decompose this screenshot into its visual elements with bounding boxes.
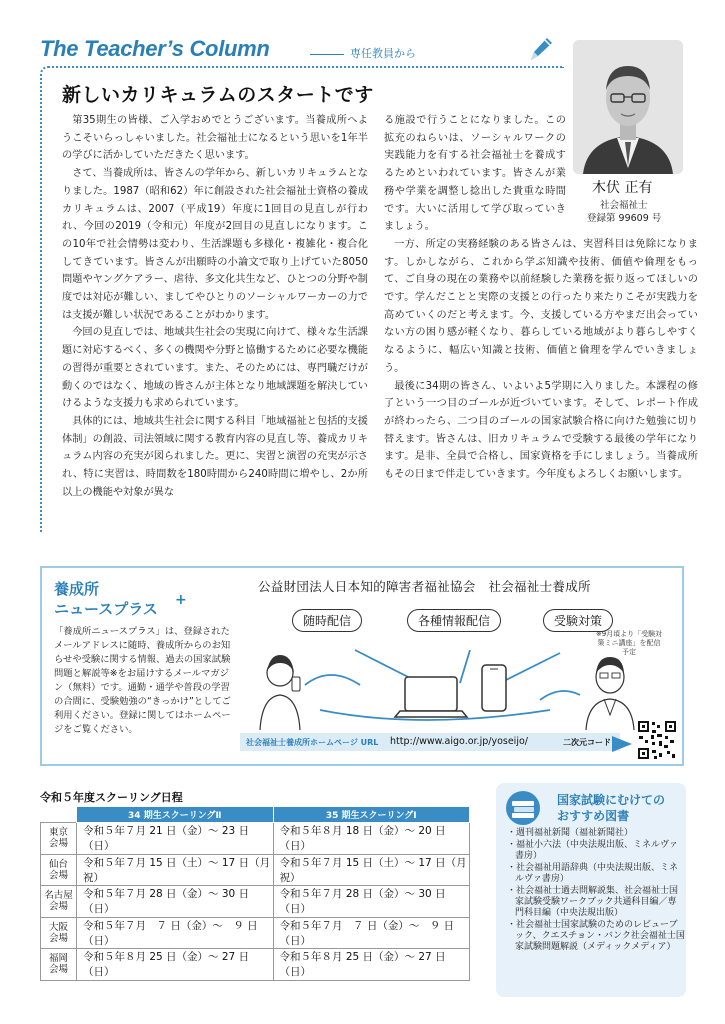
article-paragraph: 一方、所定の実務経験のある皆さんは、実習科目は免除になります。しかしながら、これから学ぶ知識や技術、価値や倫理をもって、ご自身の現在の業務や以前経験した業務を振り返ってほしいのです。学んだことと実際の支援との行ったり来たりこそが実践力を高めていくのだと考えます。今、支援している方やまだ出会っていない方の困り感が軽くなり、暮らしている地域がより暮らしやすくなるように、幅広い知識と技術、価値と倫理を学んでいきましょう。 bbox=[384, 238, 698, 374]
pencil-icon bbox=[525, 34, 555, 64]
schedule-date-35: 令和５年７月 15 日（土）～ 17 日（月祝） bbox=[273, 854, 470, 886]
schedule-date-34: 令和５年７月 15 日（土）～ 17 日（月祝） bbox=[77, 854, 274, 886]
book-item: ・ 週刊福祉新聞（福祉新聞社） bbox=[507, 828, 685, 839]
url-label: 社会福祉士養成所ホームページ URL bbox=[246, 738, 379, 747]
book-item: ・ 福祉小六法（中央法規出版、ミネルヴァ書房） bbox=[507, 840, 685, 862]
schooling-schedule-table bbox=[40, 806, 470, 981]
qr-code-label: 二次元コード bbox=[563, 738, 611, 747]
book-item: ・ 社会福祉士過去問解説集、社会福祉士国家試験受験ワークブック共通科目編／専門科目編（中央法規出版） bbox=[507, 886, 685, 920]
schedule-date-35: 令和５年８月 18 日（金）～ 20 日（日） bbox=[273, 823, 470, 855]
article-left-column bbox=[62, 112, 368, 501]
schedule-header-35: 35 期生スクーリングⅠ bbox=[273, 807, 470, 823]
news-organization: 公益財団法人日本知的障害者福祉協会 社会福祉士養成所 bbox=[258, 579, 591, 594]
column-header bbox=[40, 36, 550, 66]
schedule-date-34: 令和５年７月 ７ 日（金）～ ９ 日（日） bbox=[77, 917, 274, 949]
article-paragraph: 今回の見直しでは、地域共生社会の実現に向けて、様々な生活課題に対応するべく、多くの機関や分野と協働するために必要な機能の習得が重要とされています。また、そのためには、専門職だけが動くのではなく、地域の皆さんが主体となり地域課題を解決していけるような支援力も求められています。 bbox=[62, 327, 368, 410]
table-row bbox=[41, 886, 470, 918]
books-icon bbox=[503, 790, 543, 826]
news-illustration bbox=[250, 625, 650, 735]
table-row bbox=[41, 823, 470, 855]
article-paragraph: さて、当養成所は、皆さんの学年から、新しいカリキュラムとなりました。1987（昭和62）年に創設された社会福祉士資格の養成カリキュラムは、2007（平成19）年度に1回目の見直しが行われ、今回の2019（令和元）年度が2回目の見直しになります。この10年で社会情勢は変わり、生活課題も多様化・複雑化・複合化してきています。皆さんが出願時の小論文で取り上げていた8050問題やヤングケアラー、虐待、多文化共生など、ひとつの分野や制度では対応が難しい、ましてやひとりのソーシャルワーカーの力では支援が難しい状況であることがわかります。 bbox=[62, 168, 368, 321]
schedule-title: 令和５年度スクーリング日程 bbox=[40, 791, 183, 804]
schedule-date-35: 令和５年８月 25 日（金）～ 27 日（日） bbox=[273, 949, 470, 981]
news-plus-mark: + bbox=[175, 592, 187, 608]
schedule-date-34: 令和５年７月 28 日（金）～ 30 日（日） bbox=[77, 886, 274, 918]
author-role: 社会福祉士 bbox=[600, 200, 648, 211]
book-item: ・ 社会福祉士国家試験のためのレビューブック、クエスチョン・バンク社会福祉士国家試験問題解説（メディックメディア） bbox=[507, 920, 685, 954]
arrow-right-icon bbox=[612, 734, 632, 754]
table-row bbox=[41, 917, 470, 949]
schedule-date-35: 令和５年７月 28 日（金）～ 30 日（日） bbox=[273, 886, 470, 918]
schedule-date-35: 令和５年７月 ７ 日（金）～ ９ 日（日） bbox=[273, 917, 470, 949]
schedule-venue: 福岡 会場 bbox=[41, 949, 77, 981]
table-row bbox=[41, 949, 470, 981]
exam-prep-note: ※9月頃より「受験対策ミニ講座」を配信予定 bbox=[595, 630, 663, 656]
schedule-date-34: 令和５年８月 25 日（金）～ 27 日（日） bbox=[77, 949, 274, 981]
schedule-venue: 名古屋 会場 bbox=[41, 886, 77, 918]
column-subtitle: 専任教員から bbox=[310, 45, 416, 61]
schedule-venue: 仙台 会場 bbox=[41, 854, 77, 886]
article-paragraph: 具体的には、地域共生社会に関する科目「地域福祉と包括的支援体制」の創設、司法領域に関する教育内容の見直し等、養成カリキュラム内容の充実が図られました。更に、実習と演習の充実が示され、特に実習は、時間数を180時間から240時間に増やし、2か所以上の機能や対象が異な bbox=[62, 415, 368, 498]
article-title: 新しいカリキュラムのスタートです bbox=[62, 84, 374, 106]
qr-code-icon[interactable] bbox=[637, 720, 677, 760]
schedule-venue: 東京 会場 bbox=[41, 823, 77, 855]
article-paragraph: 第35期生の皆様、ご入学おめでとうございます。当養成所へようこそいらっしゃいました。社会福祉士になるという思いを1年半の学びに活かしていただきたく思います。 bbox=[62, 115, 368, 162]
bubble-exam-prep: 受験対策 bbox=[543, 609, 613, 632]
column-title: The Teacher’s Column bbox=[40, 36, 270, 61]
laptop-icon bbox=[395, 677, 467, 717]
news-title-line1: 養成所 bbox=[54, 580, 100, 598]
author-name: 木伏 正有 bbox=[592, 180, 653, 196]
table-row bbox=[41, 854, 470, 886]
smartphone-icon bbox=[482, 665, 506, 711]
news-title-line2: ニュースプラス bbox=[54, 600, 158, 618]
article-continuation: る施設で行うことになりました。この拡充のねらいは、ソーシャルワークの実践能力を有する社会福祉士を養成するためといわれています。皆さんが業務や学業を調整し捻出した貴重な時間です。大いに活用して学び取っていきましょう。 bbox=[384, 115, 566, 233]
books-title-line2: おすすめ図書 bbox=[557, 809, 630, 823]
author-registration: 登録第 99609 号 bbox=[587, 213, 662, 224]
schedule-venue: 大阪 会場 bbox=[41, 917, 77, 949]
homepage-url-link[interactable]: http://www.aigo.or.jp/yoseijo/ bbox=[390, 736, 528, 747]
bubble-info-delivery: 各種情報配信 bbox=[407, 609, 501, 632]
schedule-date-34: 令和５年７月 21 日（金）～ 23 日（日） bbox=[77, 823, 274, 855]
person-left-icon bbox=[260, 655, 300, 730]
person-right-icon bbox=[586, 657, 634, 730]
bubble-anytime-delivery: 随時配信 bbox=[292, 609, 362, 632]
author-photo bbox=[573, 40, 683, 174]
news-description: 「養成所ニュースプラス」は、登録されたメールアドレスに随時、養成所からのお知らせや受験に関する情報、過去の国家試験問題と解説等※をお届けするメールマガジン（無料）です。通勤・通学や普段の学習の合間に、受験勉強の“きっかけ”としてご利用ください。登録に関してはホームページをご覧ください。 bbox=[54, 626, 231, 735]
book-item: ・ 社会福祉用語辞典（中央法規出版、ミネルヴァ書房） bbox=[507, 863, 685, 885]
books-list bbox=[507, 828, 685, 954]
schedule-header-34: 34 期生スクーリングⅡ bbox=[77, 807, 274, 823]
article-paragraph: 最後に34期の皆さん、いよいよ5学期に入りました。本課程の修了という一つ目のゴールが近づいています。そして、レポート作成が終わったら、二つ目のゴールの国家試験合格に向けた勉強に切り替えます。皆さんは、旧カリキュラムで受験する最後の学年になります。是非、全員で合格し、国家資格を手にしましょう。当養成所もその日まで伴走していきます。今年度もよろしくお願いします。 bbox=[384, 380, 698, 481]
books-title-line1: 国家試験にむけての bbox=[557, 793, 666, 807]
